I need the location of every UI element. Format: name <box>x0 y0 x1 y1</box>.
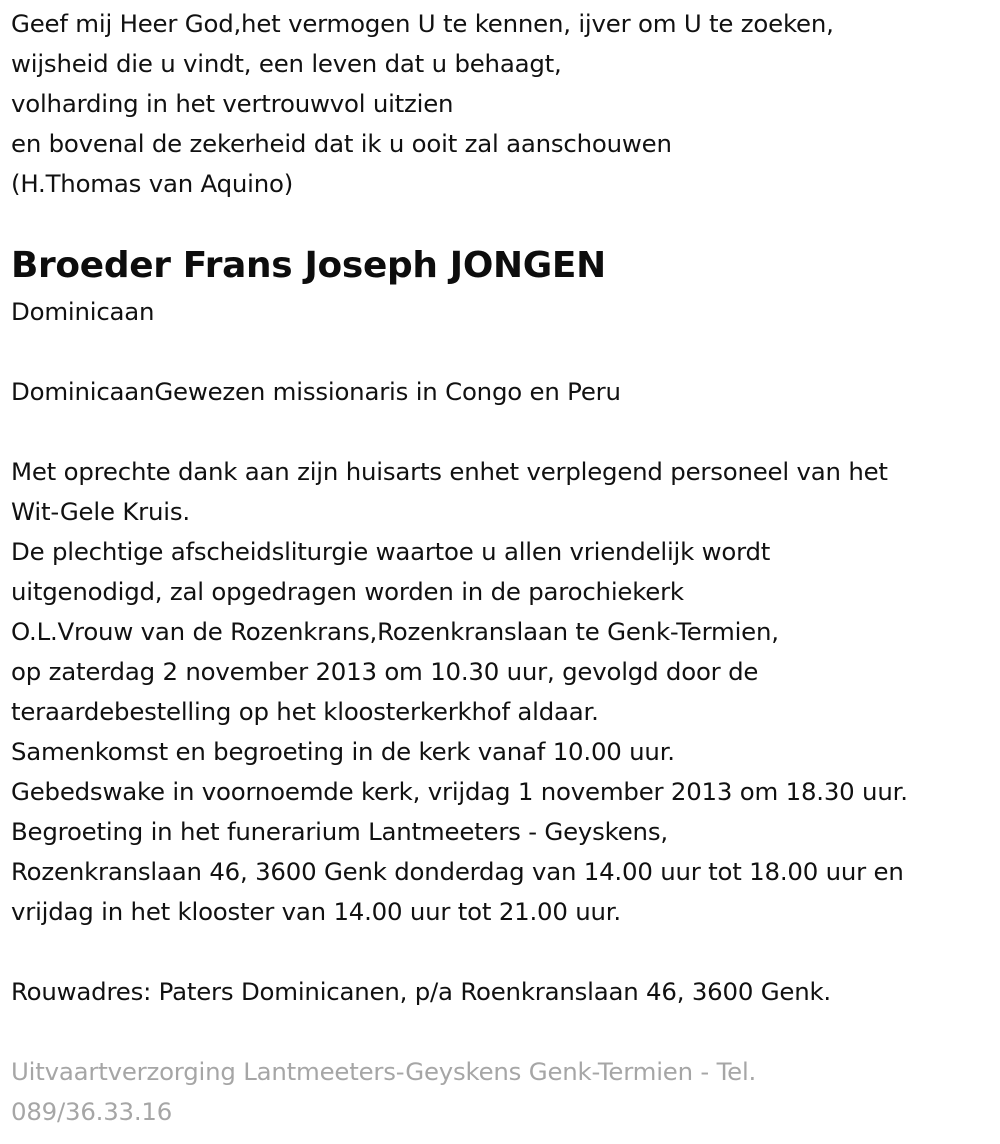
notice-body <box>11 452 996 932</box>
prayer-line: en bovenal de zekerheid dat ik u ooit zal aanschouwen <box>11 129 672 158</box>
notice-line: op zaterdag 2 november 2013 om 10.30 uur, gevolgd door de <box>11 657 759 686</box>
prayer-line: volharding in het vertrouwvol uitzien <box>11 89 454 118</box>
spacer <box>11 332 996 372</box>
deceased-role: Dominicaan <box>11 297 155 326</box>
notice-line: Met oprechte dank aan zijn huisarts enhet verplegend personeel van het <box>11 457 888 486</box>
mourning-address: Rouwadres: Paters Dominicanen, p/a Roenkranslaan 46, 3600 Genk. <box>11 977 831 1006</box>
footer-phone: 089/36.33.16 <box>11 1097 173 1126</box>
notice-line: De plechtige afscheidsliturgie waartoe u allen vriendelijk wordt <box>11 537 771 566</box>
notice-line: Samenkomst en begroeting in de kerk vanaf 10.00 uur. <box>11 737 675 766</box>
notice-line: Gebedswake in voornoemde kerk, vrijdag 1 november 2013 om 18.30 uur. <box>11 777 908 806</box>
prayer-attribution: (H.Thomas van Aquino) <box>11 169 294 198</box>
notice-line: vrijdag in het klooster van 14.00 uur tot 21.00 uur. <box>11 897 621 926</box>
prayer-line: wijsheid die u vindt, een leven dat u behaagt, <box>11 49 562 78</box>
spacer <box>11 412 996 452</box>
notice-line: uitgenodigd, zal opgedragen worden in de parochiekerk <box>11 577 684 606</box>
obituary-document <box>11 4 996 1132</box>
footer-line: Uitvaartverzorging Lantmeeters-Geyskens Genk-Termien - Tel. <box>11 1057 757 1086</box>
notice-line: Rozenkranslaan 46, 3600 Genk donderdag van 14.00 uur tot 18.00 uur en <box>11 857 904 886</box>
spacer <box>11 1012 996 1052</box>
notice-line: teraardebestelling op het kloosterkerkhof aldaar. <box>11 697 599 726</box>
prayer-line: Geef mij Heer God,het vermogen U te kennen, ijver om U te zoeken, <box>11 9 834 38</box>
spacer <box>11 204 996 242</box>
notice-line: Wit-Gele Kruis. <box>11 497 190 526</box>
deceased-name: Broeder Frans Joseph JONGEN <box>11 245 606 286</box>
notice-line: Begroeting in het funerarium Lantmeeters - Geyskens, <box>11 817 668 846</box>
funeral-home-footer <box>11 1052 996 1132</box>
notice-line: O.L.Vrouw van de Rozenkrans,Rozenkranslaan te Genk-Termien, <box>11 617 779 646</box>
spacer <box>11 932 996 972</box>
deceased-description: DominicaanGewezen missionaris in Congo en Peru <box>11 377 621 406</box>
prayer-quote <box>11 4 996 204</box>
